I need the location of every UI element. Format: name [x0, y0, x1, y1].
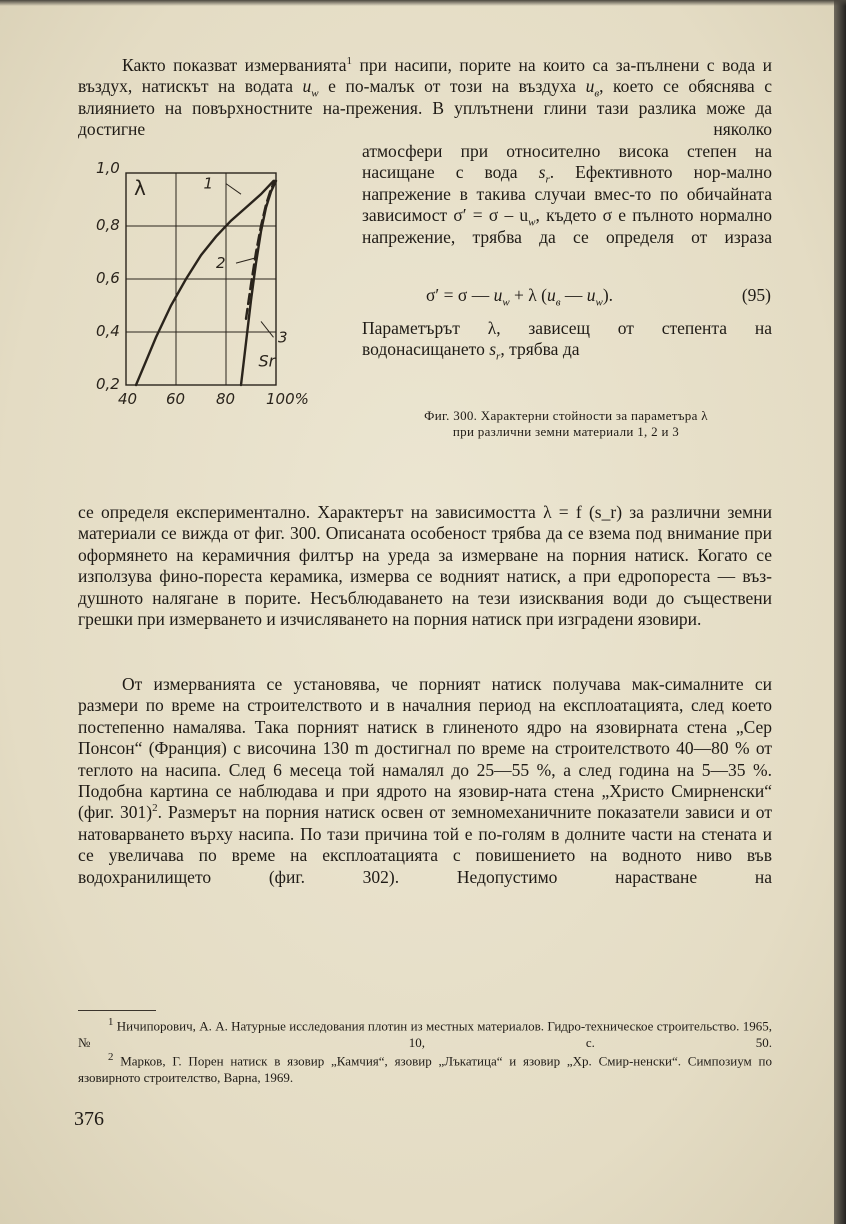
page-edge-shadow	[834, 0, 846, 1224]
caption-line-1: Фиг. 300. Характерни стойности за параметъра λ	[424, 408, 708, 423]
page-top-shadow	[0, 0, 846, 6]
paragraph-4: се определя експериментално. Характерът на зависимостта λ = f (s_r) за различни земни материали се вижда от фиг. 300. Описаната особеност трябва да се взема под внимание при оформянето на керамичния филтър на уреда за измерване на порния натиск. Когато се използува фино-пореста керамика, измерва се водният натиск, а при едропореста — въз-душното налягане в порите. Несъблюдаването на тези изисквания води до съществени грешки при измерването и изчисляването на порния натиск при изградени язовири.	[78, 502, 772, 630]
figure-caption	[356, 408, 776, 440]
footnote-1: $^1$ Ничипорович, А. А. Натурные исследования плотин из местных материалов. Гидро-техническое строительство. 1965, № 10, с. 50.	[78, 1016, 772, 1051]
y-tick-label: 0,6	[96, 269, 120, 287]
lambda-sr-chart	[86, 155, 336, 425]
series-leader-3	[261, 321, 274, 337]
series-label-1: 1	[203, 174, 214, 193]
x-axis-label: Sr	[258, 351, 276, 371]
page-number: 376	[74, 1108, 104, 1130]
x-tick-label: 100%	[266, 390, 309, 408]
series-leader-2	[236, 258, 256, 263]
x-tick-label: 60	[166, 390, 186, 408]
formula-95	[426, 284, 771, 314]
formula-expression: σ′ = σ — $u_w + \lambda$ ($u_в$ — $u_w$).	[426, 285, 614, 309]
formula-number: (95)	[741, 285, 771, 305]
series-leader-1	[226, 184, 241, 195]
paragraph-3: Параметърът λ, зависещ от степента на водонасищането $s_r$, трябва да	[362, 318, 772, 363]
paragraph-2: атмосфери при относително висока степен на насищане с вода $s_r$. Ефективното нор-мално напрежение в такива случаи вмес-то по обичайната зависимост $\sigma' = \sigma - u_w$, където σ е пълното нормално напрежение, трябва да се определя от израза	[362, 141, 773, 247]
footnote-2: $^2$ Марков, Г. Порен натиск в язовир „Камчия“, язовир „Лъкатица“ и язовир „Хр. Смир-ненски“. Симпозиум по язовирното строителство, Варна, 1969.	[78, 1051, 772, 1086]
x-tick-label: 80	[216, 390, 236, 408]
caption-line-2: при различни земни материали 1, 2 и 3	[452, 424, 680, 439]
footnote-rule	[78, 1010, 156, 1011]
series-label-3: 3	[278, 328, 288, 347]
y-tick-label: 0,8	[96, 216, 120, 234]
figure-300	[86, 155, 336, 425]
y-tick-label: 0,2	[96, 375, 120, 393]
y-tick-label: 0,4	[96, 322, 120, 340]
series-label-2: 2	[216, 254, 226, 273]
paragraph-5: От измерванията се установява, че порният натиск получава мак-сималните си размери по време на строителството и в началния период на експлоатацията, след което постепенно намалява. Така порният натиск в глиненото ядро на язовирната стена „Сер Понсон“ (Франция) с височина 130 m достигнал по време на строителството 40—80 % от теглото на насипа. След 6 месеца той намалял до 25—55 %, а след година на 5—35 %. Подобна картина се наблюдава и при ядрото на язовир-ната стена „Христо Смирненски“ (фиг. 301)$^2$. Размерът на порния натиск освен от земномеханичните показатели зависи и от натоварването върху насипа. По тази причина той е по-голям в долните части на стената и се увеличава по време на експлоатацията с повишението на водното ниво във водохранилището (фиг. 302). Недопустимо нарастване на	[78, 674, 772, 887]
y-axis-label: λ	[134, 176, 146, 200]
paragraph-1: Както показват измерванията$^1$ при насипи, порите на които са за-пълнени с вода и въздух, натискът на водата $u_w$ е по-малък от този на въздуха $u_в$, което се обяснява с влиянието на повърхностните на-прежения. В уплътнени глини тази разлика може да достигне няколко	[78, 55, 773, 140]
y-tick-label: 1,0	[96, 159, 120, 177]
x-tick-label: 40	[118, 390, 138, 408]
